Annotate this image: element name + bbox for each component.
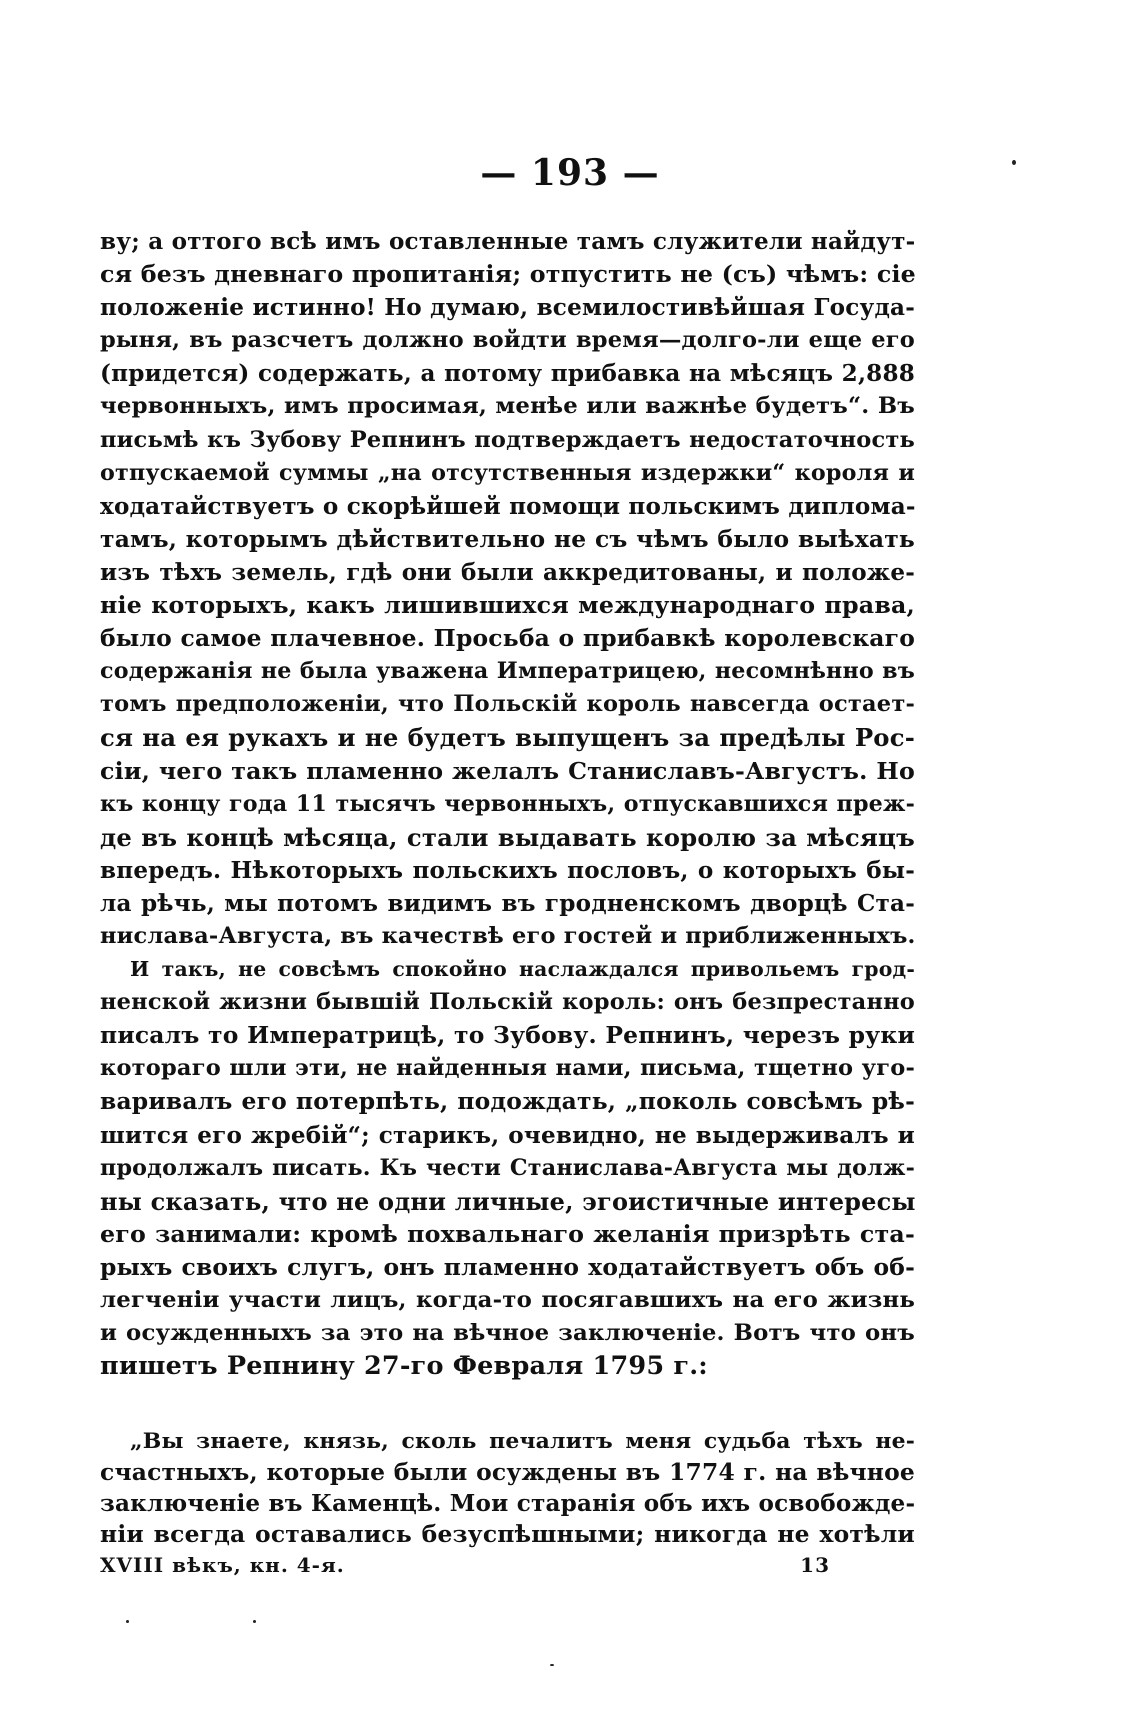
- text-line: письмѣ къ Зубову Репнинъ подтверждаетъ недостаточность: [100, 426, 915, 453]
- text-line: червонныхъ, имъ просимая, менѣе или важнѣе будетъ“. Въ: [100, 393, 915, 420]
- text-line: шится его жребій“; старикъ, очевидно, не выдерживалъ и: [100, 1121, 915, 1149]
- text-line: (придется) содержать, а потому прибавка на мѣсяцъ 2,888: [100, 360, 915, 388]
- text-line: варивалъ его потерпѣть, подождать, „поколь совсѣмъ рѣ-: [100, 1087, 915, 1116]
- text-line: было самое плачевное. Просьба о прибавкѣ королевскаго: [100, 624, 915, 653]
- scan-speck: [550, 1664, 554, 1666]
- quoted-letter: [100, 1426, 915, 1550]
- text-line: писалъ то Императрицѣ, то Зубову. Репнинъ, черезъ руки: [100, 1021, 915, 1050]
- text-line: ны сказать, что не одни личные, эгоистичные интересы: [100, 1186, 916, 1216]
- scan-speck: [126, 1620, 129, 1623]
- text-line: и осужденныхъ за это на вѣчное заключеніе. Вотъ что онъ: [100, 1320, 915, 1347]
- page-number: — 193 —: [480, 152, 660, 194]
- text-line: ву; а оттого всѣ имъ оставленные тамъ служители найдут-: [100, 228, 916, 255]
- text-line: его занимали: кромѣ похвальнаго желанія призрѣть ста-: [100, 1219, 915, 1248]
- text-line: де въ концѣ мѣсяца, стали выдавать королю за мѣсяцъ: [100, 822, 915, 852]
- text-line: томъ предположеніи, что Польскій король навсегда остает-: [100, 691, 915, 718]
- text-line: впередъ. Нѣкоторыхъ польскихъ пословъ, о которыхъ бы-: [100, 856, 915, 884]
- quote-line: заключеніе въ Каменцѣ. Мои старанія объ ихъ освобожде-: [100, 1490, 916, 1517]
- text-line: сіи, чего такъ пламенно желалъ Станиславъ-Августъ. Но: [100, 756, 915, 785]
- text-line: ненской жизни бывшій Польскій король: онъ безпрестанно: [100, 989, 915, 1016]
- text-line: нислава-Августа, въ качествѣ его гостей и приближенныхъ.: [100, 922, 916, 949]
- text-line: ла рѣчь, мы потомъ видимъ въ гродненскомъ дворцѣ Ста-: [100, 889, 915, 917]
- text-line: къ концу года 11 тысячъ червонныхъ, отпускавшихся преж-: [100, 790, 915, 817]
- body-text: [100, 225, 915, 1383]
- text-line: ходатайствуетъ о скорѣйшей помощи польскимъ диплома-: [100, 492, 916, 520]
- text-line: отпускаемой суммы „на отсутственныя издержки“ короля и: [100, 459, 915, 486]
- text-line: И такъ, не совсѣмъ спокойно наслаждался привольемъ грод-: [130, 957, 915, 982]
- text-line: пишетъ Репнину 27-го Февраля 1795 г.:: [100, 1351, 708, 1382]
- text-line: рыхъ своихъ слугъ, онъ пламенно ходатайствуетъ объ об-: [100, 1252, 915, 1281]
- text-line: котораго шли эти, не найденныя нами, письма, тщетно уго-: [100, 1055, 915, 1082]
- sheet-number: 13: [800, 1553, 830, 1577]
- scan-speck: [1012, 160, 1016, 165]
- text-line: ніе которыхъ, какъ лишившихся международнаго права,: [100, 591, 915, 620]
- quote-line: „Вы знаете, князь, сколь печалитъ меня судьба тѣхъ не-: [130, 1428, 915, 1454]
- signature-mark: XVIII вѣкъ, кн. 4-я.: [100, 1553, 345, 1577]
- quote-line: ніи всегда оставались безуспѣшными; никогда не хотѣли: [100, 1520, 915, 1548]
- text-line: содержанія не была уважена Императрицею, несомнѣнно въ: [100, 658, 915, 685]
- text-line: тамъ, которымъ дѣйствительно не съ чѣмъ было выѣхать: [100, 524, 915, 553]
- text-line: рыня, въ разсчетъ должно войдти время—долго-ли еще его: [100, 327, 915, 354]
- text-line: изъ тѣхъ земель, гдѣ они были аккредитованы, и положе-: [100, 558, 915, 586]
- text-line: продолжалъ писать. Къ чести Станислава-Августа мы долж-: [100, 1154, 915, 1181]
- text-line: положеніе истинно! Но думаю, всемилостивѣйшая Госуда-: [100, 294, 915, 322]
- footer-signature-line: [100, 1553, 915, 1577]
- text-line: ся безъ дневнаго пропитанія; отпустить не (съ) чѣмъ: сіе: [100, 260, 916, 289]
- scan-speck: [253, 1620, 256, 1623]
- quote-line: счастныхъ, которые были осуждены въ 1774 г. на вѣчное: [100, 1458, 915, 1486]
- text-line: ся на ея рукахъ и не будетъ выпущенъ за предѣлы Рос-: [100, 723, 915, 753]
- text-line: легченіи участи лицъ, когда-то посягавшихъ на его жизнь: [100, 1287, 915, 1313]
